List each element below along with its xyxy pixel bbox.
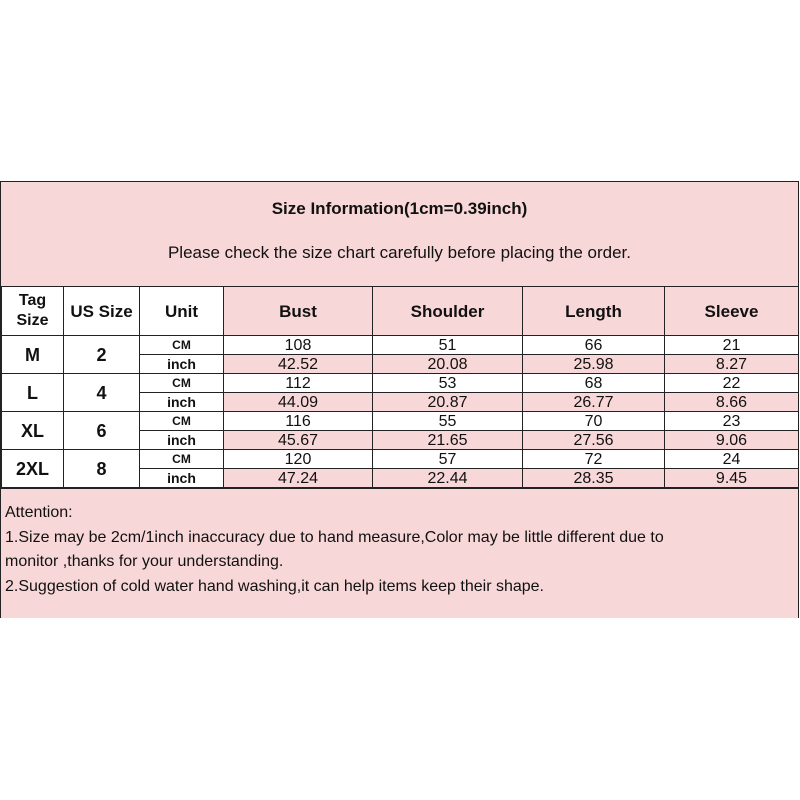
column-header: Length xyxy=(523,287,665,336)
length-cell: 68 xyxy=(523,374,665,393)
unit-cell: CM xyxy=(140,450,224,469)
unit-cell: inch xyxy=(140,431,224,450)
table-row xyxy=(2,412,799,431)
unit-cell: inch xyxy=(140,469,224,488)
unit-cell: CM xyxy=(140,412,224,431)
sleeve-cell: 23 xyxy=(665,412,799,431)
shoulder-cell: 51 xyxy=(373,336,523,355)
length-cell: 25.98 xyxy=(523,355,665,374)
note-line-1: 1.Size may be 2cm/1inch inaccuracy due to hand measure,Color may be little different due to xyxy=(5,529,664,546)
chart-subtitle: Please check the size chart carefully before placing the order. xyxy=(167,243,632,262)
sleeve-cell: 9.45 xyxy=(665,469,799,488)
bust-cell: 44.09 xyxy=(224,393,373,412)
sleeve-cell: 24 xyxy=(665,450,799,469)
shoulder-cell: 53 xyxy=(373,374,523,393)
tag-size-cell: L xyxy=(2,374,64,412)
unit-cell: inch xyxy=(140,393,224,412)
sleeve-cell: 9.06 xyxy=(665,431,799,450)
shoulder-cell: 55 xyxy=(373,412,523,431)
unit-cell: CM xyxy=(140,336,224,355)
column-header: Bust xyxy=(224,287,373,336)
attention-notes xyxy=(1,488,798,618)
shoulder-cell: 57 xyxy=(373,450,523,469)
unit-cell: CM xyxy=(140,374,224,393)
bust-cell: 108 xyxy=(224,336,373,355)
sleeve-cell: 8.66 xyxy=(665,393,799,412)
us-size-cell: 8 xyxy=(64,450,140,488)
shoulder-cell: 20.87 xyxy=(373,393,523,412)
shoulder-cell: 20.08 xyxy=(373,355,523,374)
column-header: Shoulder xyxy=(373,287,523,336)
bust-cell: 120 xyxy=(224,450,373,469)
bust-cell: 112 xyxy=(224,374,373,393)
bust-cell: 116 xyxy=(224,412,373,431)
notes-heading: Attention: xyxy=(5,504,73,521)
shoulder-cell: 21.65 xyxy=(373,431,523,450)
bust-cell: 45.67 xyxy=(224,431,373,450)
length-cell: 28.35 xyxy=(523,469,665,488)
length-cell: 66 xyxy=(523,336,665,355)
column-header: Tag Size xyxy=(2,287,64,336)
table-row xyxy=(2,374,799,393)
sleeve-cell: 21 xyxy=(665,336,799,355)
us-size-cell: 4 xyxy=(64,374,140,412)
column-header: Sleeve xyxy=(665,287,799,336)
unit-cell: inch xyxy=(140,355,224,374)
note-line-1-continued: monitor ,thanks for your understanding. xyxy=(5,553,284,570)
bust-cell: 42.52 xyxy=(224,355,373,374)
table-row xyxy=(2,450,799,469)
chart-title: Size Information(1cm=0.39inch) xyxy=(271,199,528,218)
sleeve-cell: 22 xyxy=(665,374,799,393)
size-table xyxy=(1,286,799,488)
sleeve-cell: 8.27 xyxy=(665,355,799,374)
column-header: Unit xyxy=(140,287,224,336)
column-header: US Size xyxy=(64,287,140,336)
length-cell: 26.77 xyxy=(523,393,665,412)
bust-cell: 47.24 xyxy=(224,469,373,488)
chart-header xyxy=(1,182,798,287)
size-chart-sheet xyxy=(0,181,799,618)
note-line-2: 2.Suggestion of cold water hand washing,it can help items keep their shape. xyxy=(5,578,544,595)
tag-size-cell: M xyxy=(2,336,64,374)
us-size-cell: 6 xyxy=(64,412,140,450)
table-row xyxy=(2,336,799,355)
table-header-row xyxy=(2,287,799,336)
shoulder-cell: 22.44 xyxy=(373,469,523,488)
tag-size-cell: 2XL xyxy=(2,450,64,488)
length-cell: 72 xyxy=(523,450,665,469)
tag-size-cell: XL xyxy=(2,412,64,450)
us-size-cell: 2 xyxy=(64,336,140,374)
length-cell: 27.56 xyxy=(523,431,665,450)
length-cell: 70 xyxy=(523,412,665,431)
